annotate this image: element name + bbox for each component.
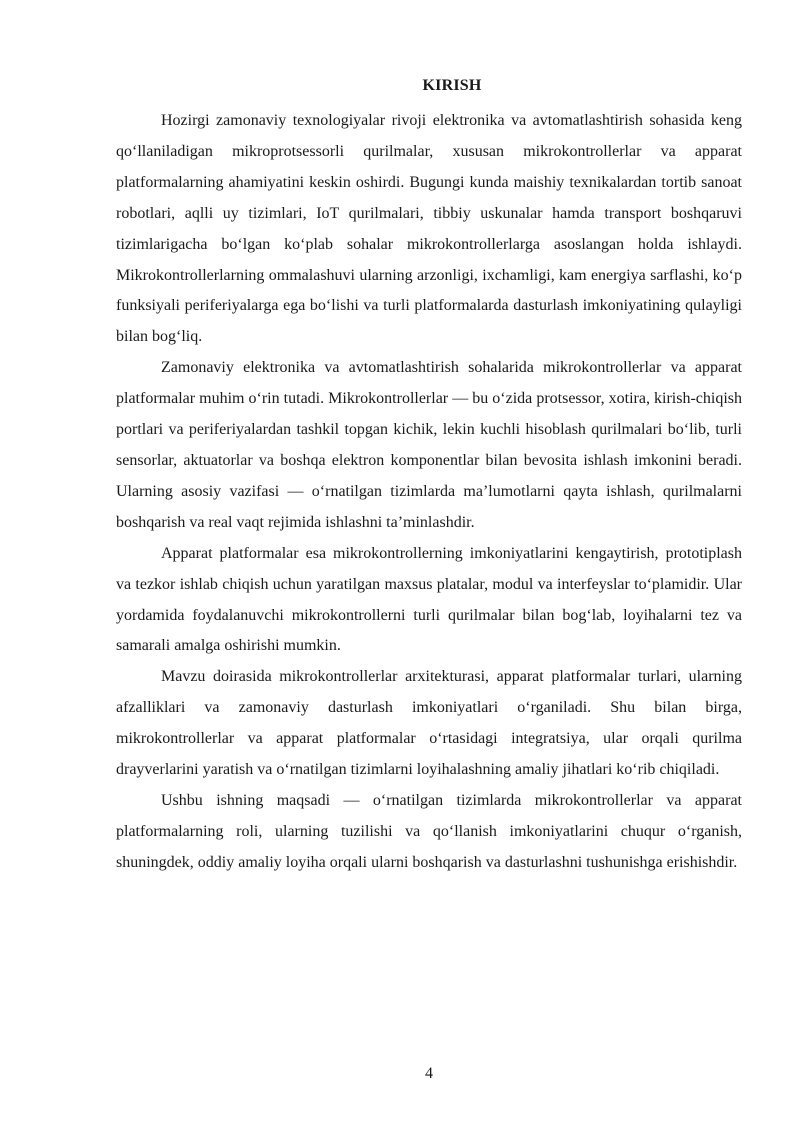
page-number: 4 [425,1065,433,1082]
paragraph-3: Apparat platformalar esa mikrokontrollerning imkoniyatlarini kengaytirish, prototiplash va tezkor ishlab chiqish uchun yaratilgan maxsus platalar, modul va interfeyslar to‘plamidir. Ular yordamida foydalanuvchi mikrokontrollerni turli qurilmalar bilan bog‘lab, loyihalarni tez va samarali amalga oshirishi mumkin. [116,544,742,655]
section-title: KIRISH [422,77,482,94]
paragraph-1: Hozirgi zamonaviy texnologiyalar rivoji elektronika va avtomatlashtirish sohasida keng qo‘llaniladigan mikroprotsessorli qurilmalar, xususan mikrokontrollerlar va apparat platformalarning ahamiyatini keskin oshirdi. Bugungi kunda maishiy texnikalardan tortib sanoat robotlari, aqlli uy tizimlari, IoT qurilmalari, tibbiy uskunalar hamda transport boshqaruvi tizimlarigacha bo‘lgan ko‘plab sohalar mikrokontrollerlarga asoslangan holda ishlaydi. Mikrokontrollerlarning ommalashuvi ularning arzonligi, ixchamligi, kam energiya sarflashi, ko‘p funksiyali periferiyalarga ega bo‘lishi va turli platformalarda dasturlash imkoniyatining qulayligi bilan bog‘liq. [116,112,742,346]
paragraph-5: Ushbu ishning maqsadi — o‘rnatilgan tizimlarda mikrokontrollerlar va apparat platformalarning roli, ularning tuzilishi va qo‘llanish imkoniyatlarini chuqur o‘rganish, shuningdek, oddiy amaliy loyiha orqali ularni boshqarish va dasturlashni tushunishga erishishdir. [116,791,742,871]
paragraph-4: Mavzu doirasida mikrokontrollerlar arxitekturasi, apparat platformalar turlari, ularning afzalliklari va zamonaviy dasturlash imkoniyatlari o‘rganiladi. Shu bilan birga, mikrokontrollerlar va apparat platformalar o‘rtasidagi integratsiya, ular orqali qurilma drayverlarini yaratish va o‘rnatilgan tizimlarni loyihalashning amaliy jihatlari ko‘rib chiqiladi. [116,668,742,779]
body-text [116,106,742,879]
paragraph-2: Zamonaviy elektronika va avtomatlashtirish sohalarida mikrokontrollerlar va apparat platformalar muhim o‘rin tutadi. Mikrokontrollerlar — bu o‘zida protsessor, xotira, kirish-chiqish portlari va periferiyalardan tashkil topgan kichik, lekin kuchli hisoblash qurilmalari bo‘lib, turli sensorlar, aktuatorlar va boshqa elektron komponentlar bilan bevosita ishlash imkonini beradi. Ularning asosiy vazifasi — o‘rnatilgan tizimlarda ma’lumotlarni qayta ishlash, qurilmalarni boshqarish va real vaqt rejimida ishlashni ta’minlashdir. [116,359,742,531]
